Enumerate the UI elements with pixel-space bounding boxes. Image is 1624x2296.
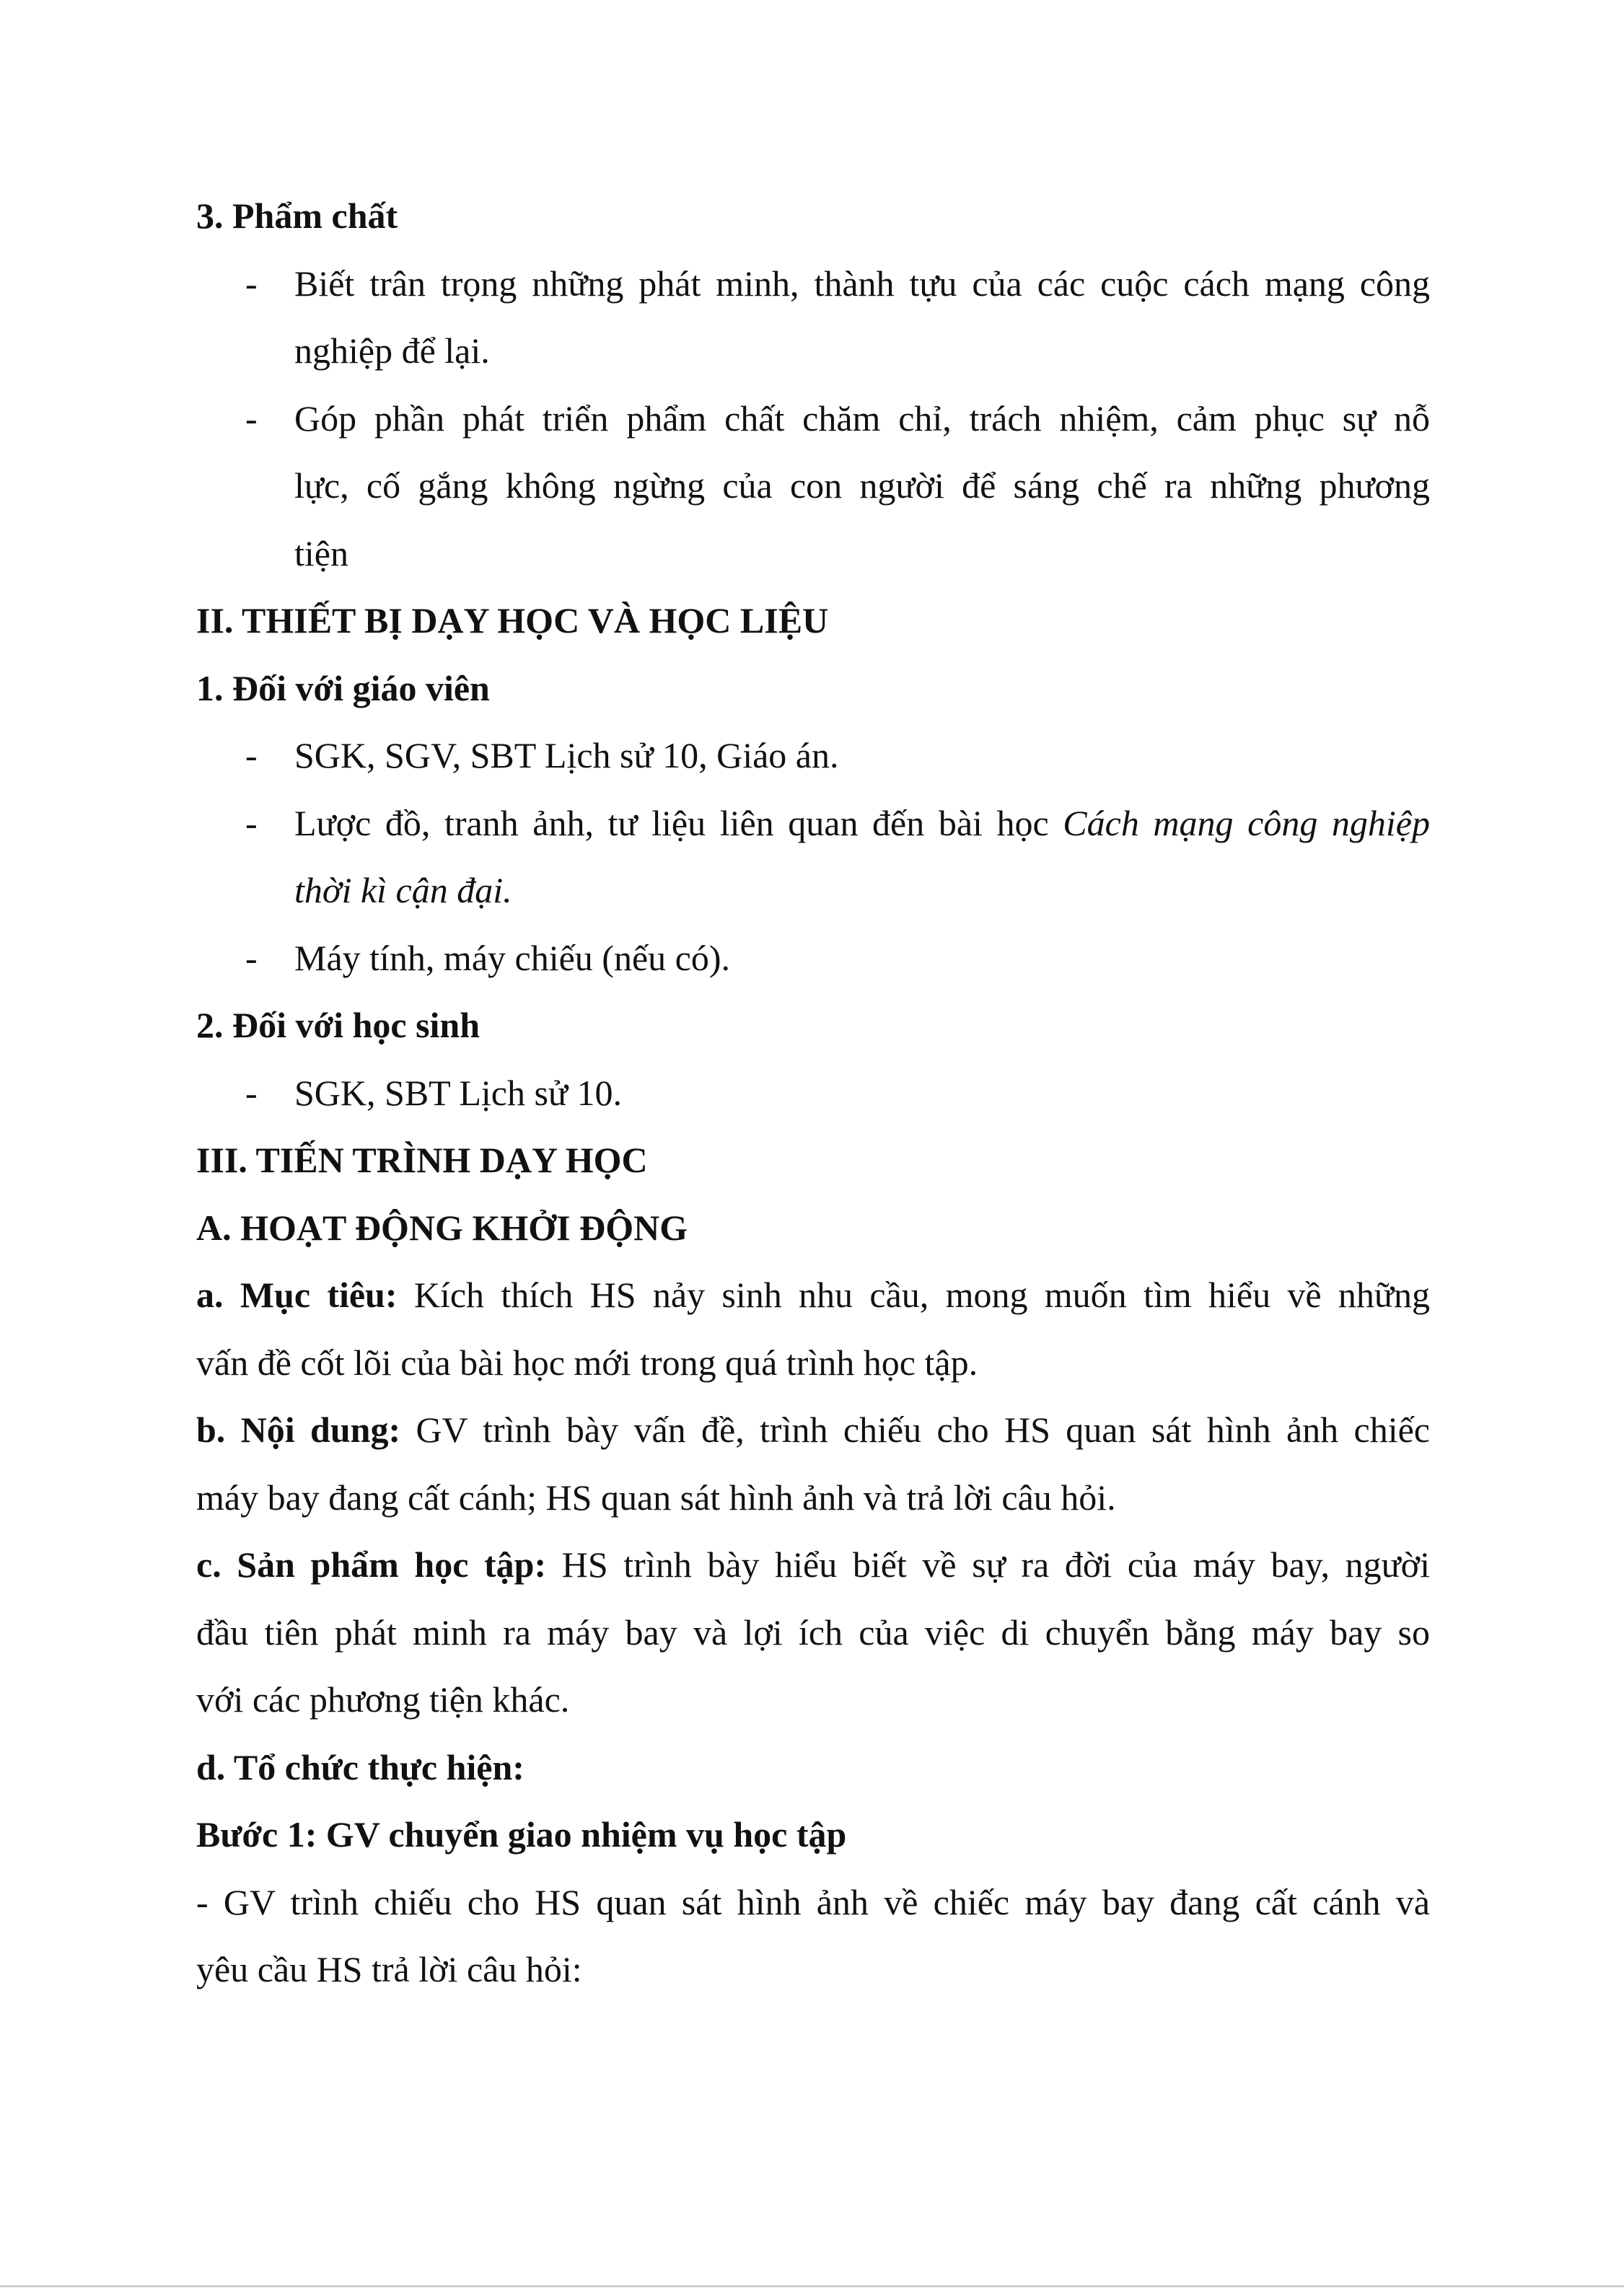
bullet-dash: - [245, 735, 258, 775]
list-item-continuation: nghiệp để lại. [294, 330, 490, 371]
list-item [196, 1060, 1430, 1127]
heading-to-chuc: d. Tổ chức thực hiện: [196, 1746, 524, 1787]
heading-thiet-bi: II. THIẾT BỊ DẠY HỌC VÀ HỌC LIỆU [196, 600, 829, 641]
heading-pham-chat: 3. Phẩm chất [196, 195, 398, 236]
paragraph-line: đầu tiên phát minh ra máy bay và lợi ích của việc di chuyển bằng máy bay so [196, 1611, 1430, 1653]
list-item [196, 385, 1430, 453]
bullet-dash: - [245, 937, 258, 978]
heading-khoi-dong: A. HOẠT ĐỘNG KHỞI ĐỘNG [196, 1207, 688, 1248]
paragraph-line: - GV trình chiếu cho HS quan sát hình ảnh về chiếc máy bay đang cất cánh và [196, 1881, 1430, 1922]
list-item-continuation: thời kì cận đại. [294, 870, 512, 910]
heading-tien-trinh: III. TIẾN TRÌNH DẠY HỌC [196, 1140, 648, 1180]
bullet-dash: - [245, 1072, 258, 1113]
heading-buoc-1: Bước 1: GV chuyển giao nhiệm vụ học tập [196, 1814, 847, 1855]
label-noi-dung: b. Nội dung: [196, 1409, 401, 1450]
document-page [196, 182, 1430, 2004]
paragraph-san-pham [196, 1531, 1430, 1599]
label-san-pham: c. Sản phẩm học tập: [196, 1544, 547, 1585]
heading-giao-vien: 1. Đối với giáo viên [196, 667, 490, 708]
paragraph-text: GV trình bày vấn đề, trình chiếu cho HS quan sát hình ảnh chiếc [400, 1409, 1430, 1450]
list-item-text: Máy tính, máy chiếu (nếu có). [294, 937, 730, 978]
heading-hoc-sinh: 2. Đối với học sinh [196, 1005, 480, 1045]
list-item-continuation: lực, cố gắng không ngừng của con người để sáng chế ra những phương [294, 465, 1430, 506]
bullet-dash: - [245, 397, 258, 439]
label-muc-tieu: a. Mục tiêu: [196, 1275, 398, 1315]
paragraph-line: yêu cầu HS trả lời câu hỏi: [196, 1949, 582, 1989]
bullet-dash: - [245, 263, 258, 304]
paragraph-text: HS trình bày hiểu biết về sự ra đời của máy bay, người [546, 1544, 1430, 1585]
lesson-title-italic: Cách mạng công nghiệp [1063, 802, 1430, 843]
list-item-text: SGK, SGV, SBT Lịch sử 10, Giáo án. [294, 735, 839, 775]
paragraph-muc-tieu [196, 1262, 1430, 1329]
list-item [196, 925, 1430, 993]
page-bottom-rule [0, 2285, 1624, 2287]
list-item [196, 722, 1430, 790]
list-item-text: Biết trân trọng những phát minh, thành tựu của các cuộc cách mạng công [294, 263, 1430, 304]
paragraph-noi-dung [196, 1396, 1430, 1464]
paragraph-line: vấn đề cốt lõi của bài học mới trong quá trình học tập. [196, 1342, 978, 1383]
list-item [196, 790, 1430, 858]
list-item-text: Lược đồ, tranh ảnh, tư liệu liên quan đến bài học [294, 802, 1063, 843]
paragraph-line: máy bay đang cất cánh; HS quan sát hình ảnh và trả lời câu hỏi. [196, 1477, 1116, 1518]
list-item-text: Góp phần phát triển phẩm chất chăm chỉ, trách nhiệm, cảm phục sự nỗ [294, 397, 1430, 439]
paragraph-text: Kích thích HS nảy sinh nhu cầu, mong muốn tìm hiểu về những [397, 1275, 1430, 1315]
paragraph-line: với các phương tiện khác. [196, 1679, 570, 1720]
list-item-text: SGK, SBT Lịch sử 10. [294, 1072, 623, 1113]
list-item [196, 250, 1430, 318]
bullet-dash: - [245, 802, 258, 843]
list-item-continuation: tiện [294, 532, 348, 573]
